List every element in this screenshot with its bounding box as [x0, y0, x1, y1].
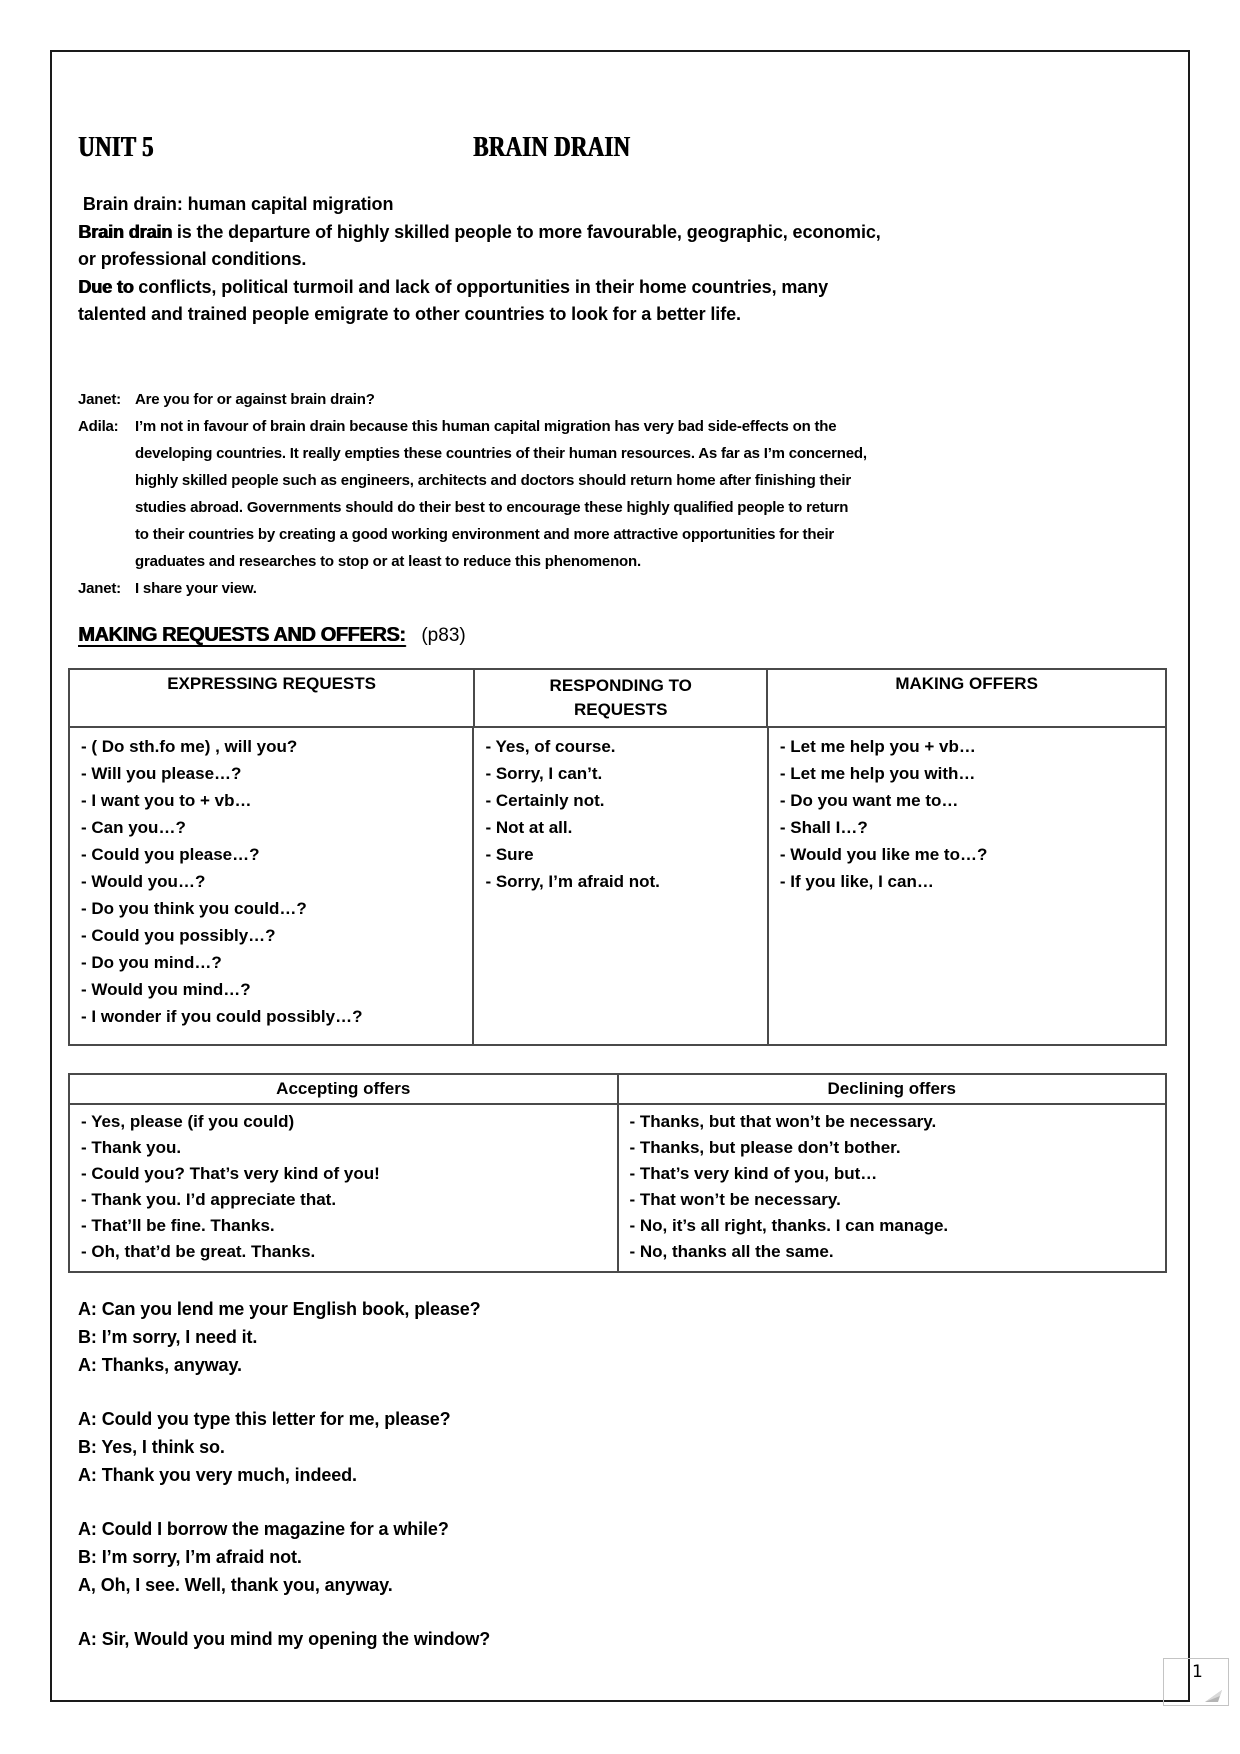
cell-line: - No, thanks all the same.: [629, 1242, 834, 1261]
column-expressing-requests: [70, 728, 472, 1044]
cell-line: - Do you want me to…: [779, 791, 959, 810]
cell-line: - Oh, that’d be great. Thanks.: [81, 1242, 316, 1261]
cell-line: - Let me help you + vb…: [779, 737, 976, 756]
cell-line: - If you like, I can…: [779, 872, 934, 891]
header-cell-responding-to-requests: RESPONDING TO REQUESTS: [473, 670, 766, 726]
intro-line: or professional conditions.: [78, 249, 307, 269]
dialogue-group: [78, 1405, 490, 1489]
cell-line: - Sure: [485, 845, 534, 864]
cell-line: - Would you like me to…?: [779, 845, 988, 864]
cell-line: - No, it’s all right, thanks. I can manage.: [629, 1216, 949, 1235]
page-number-badge: [1163, 1658, 1229, 1706]
column-declining-offers: [617, 1105, 1166, 1271]
cell-line: - I wonder if you could possibly…?: [81, 1007, 363, 1026]
cell-line: - Would you mind…?: [81, 980, 251, 999]
table-header-row: [70, 670, 1165, 728]
dialogue-line: [78, 413, 867, 440]
intro-line: [78, 219, 881, 247]
cell-line: - That’ll be fine. Thanks.: [81, 1216, 275, 1235]
lesson-title: BRAIN DRAIN: [473, 131, 630, 163]
intro-paragraph: [78, 191, 881, 329]
requests-offers-table: [68, 668, 1167, 1046]
cell-line: - Thank you.: [81, 1138, 182, 1157]
dialogue-line: B: I’m sorry, I’m afraid not.: [78, 1547, 302, 1567]
dialogue-line: A: Could I borrow the magazine for a while?: [78, 1519, 449, 1539]
dialogue-text: I’m not in favour of brain drain because this human capital migration has very bad side-effects on the: [135, 418, 837, 435]
unit-label: UNIT 5: [78, 131, 154, 163]
cell-line: - Would you…?: [81, 872, 206, 891]
dialogue-line: B: Yes, I think so.: [78, 1437, 225, 1457]
dialogue-line: developing countries. It really empties these countries of their human resources. As far as I’m concerned,: [135, 445, 867, 462]
cell-line: - Do you think you could…?: [81, 899, 307, 918]
page-ref: (p83): [421, 625, 466, 646]
header-cell-accepting-offers: Accepting offers: [276, 1079, 411, 1098]
dialogue-line: [78, 575, 867, 602]
dialogue-line: graduates and researches to stop or at least to reduce this phenomenon.: [135, 553, 641, 570]
cell-line: - Not at all.: [485, 818, 573, 837]
dialogue-text: I share your view.: [135, 580, 257, 597]
cell-line: - Thanks, but that won’t be necessary.: [629, 1112, 937, 1131]
dialogue-line: to their countries by creating a good working environment and more attractive opportunities for their: [135, 526, 835, 543]
cell-line: - Shall I…?: [779, 818, 868, 837]
dialogue-line: A, Oh, I see. Well, thank you, anyway.: [78, 1575, 393, 1595]
lead-term: Brain drain: [78, 221, 172, 242]
cell-line: - Thank you. I’d appreciate that.: [81, 1190, 337, 1209]
section-heading: MAKING REQUESTS AND OFFERS:: [78, 624, 406, 646]
table-header-row: [70, 1075, 1165, 1105]
dialogue-line: A: Could you type this letter for me, please?: [78, 1409, 451, 1429]
cell-line: - Yes, of course.: [485, 737, 616, 756]
speaker-label: Adila:: [78, 418, 119, 435]
cell-line: - I want you to + vb…: [81, 791, 252, 810]
table-body-row: [70, 728, 1165, 1044]
cell-line: - Can you…?: [81, 818, 186, 837]
intro-text: is the departure of highly skilled people to more favourable, geographic, economic,: [171, 221, 881, 242]
dialogue-line: [78, 386, 867, 413]
dialogue-line: highly skilled people such as engineers, architects and doctors should return home after finishing their: [135, 472, 852, 489]
page-curl-icon: [1204, 1688, 1224, 1703]
dialogue-line: A: Thanks, anyway.: [78, 1355, 242, 1375]
cell-line: - Let me help you with…: [779, 764, 976, 783]
dialogue-group: [78, 1515, 490, 1599]
speaker-label: Janet:: [78, 391, 121, 408]
dialogue-line: B: I’m sorry, I need it.: [78, 1327, 258, 1347]
cell-line: - That’s very kind of you, but…: [629, 1164, 878, 1183]
page-number: 1: [1192, 1662, 1203, 1682]
speaker-label: Janet:: [78, 580, 121, 597]
cell-line: - Yes, please (if you could): [81, 1112, 295, 1131]
intro-line: talented and trained people emigrate to other countries to look for a better life.: [78, 304, 741, 324]
dialogue-line: A: Thank you very much, indeed.: [78, 1465, 357, 1485]
cell-line: - Do you mind…?: [81, 953, 222, 972]
dialogue-group: [78, 1295, 490, 1379]
intro-line: [78, 274, 881, 302]
column-responding-to-requests: [472, 728, 766, 1044]
section-heading-row: [78, 624, 466, 647]
title-row: [78, 131, 1078, 167]
cell-line: - Could you possibly…?: [81, 926, 276, 945]
column-making-offers: [767, 728, 1165, 1044]
header-cell-declining-offers: Declining offers: [617, 1075, 1166, 1103]
dialogue-line: A: Can you lend me your English book, please?: [78, 1299, 481, 1319]
cell-line: - Could you? That’s very kind of you!: [81, 1164, 380, 1183]
practice-dialogues: [78, 1295, 490, 1653]
dialogue-text: Are you for or against brain drain?: [135, 391, 375, 408]
header-cell-expressing-requests: EXPRESSING REQUESTS: [167, 674, 376, 693]
dialogue-block: [78, 386, 867, 602]
column-accepting-offers: [70, 1105, 617, 1271]
cell-line: - Sorry, I’m afraid not.: [485, 872, 660, 891]
cell-line: - Could you please…?: [81, 845, 260, 864]
cell-line: - ( Do sth.fo me) , will you?: [81, 737, 298, 756]
cell-line: - Sorry, I can’t.: [485, 764, 603, 783]
dialogue-line: A: Sir, Would you mind my opening the window?: [78, 1629, 491, 1649]
lead-term: Due to: [78, 276, 134, 297]
intro-text: conflicts, political turmoil and lack of opportunities in their home countries, many: [133, 276, 828, 297]
cell-line: - That won’t be necessary.: [629, 1190, 841, 1209]
cell-line: - Will you please…?: [81, 764, 242, 783]
dialogue-line: studies abroad. Governments should do their best to encourage these highly qualified people to return: [135, 499, 849, 516]
header-cell-making-offers: MAKING OFFERS: [766, 670, 1165, 726]
intro-line: Brain drain: human capital migration: [78, 194, 394, 214]
accept-decline-table: [68, 1073, 1167, 1273]
cell-line: - Certainly not.: [485, 791, 605, 810]
table-body-row: [70, 1105, 1165, 1271]
cell-line: - Thanks, but please don’t bother.: [629, 1138, 901, 1157]
